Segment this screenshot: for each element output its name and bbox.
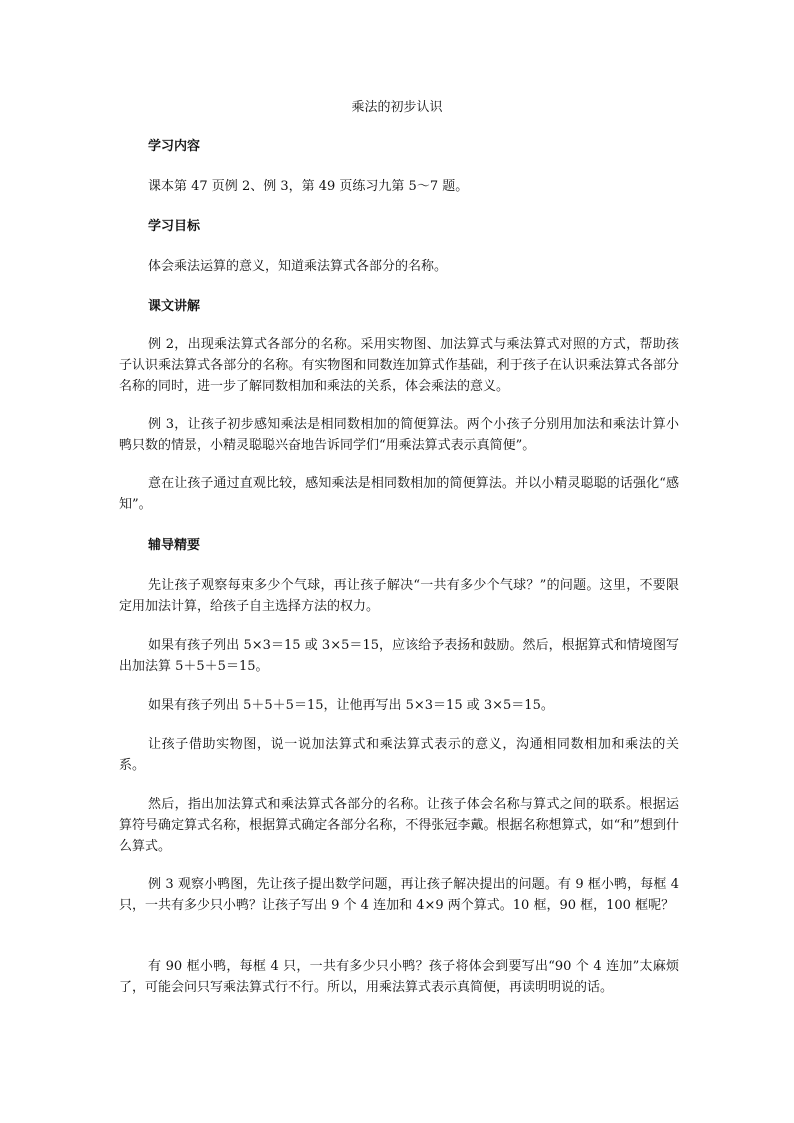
heading-study-goal: 学习目标: [148, 219, 201, 234]
paragraph-explain-example-2: 例 2，出现乘法算式各部分的名称。采用实物图、加法算式与乘法算式对照的方式，帮助孩子认识乘法算式各部分的名称。有实物图和同数连加算式作基础，利于孩子在认识乘法算式各部分名称的同时，进一步了解同数相加和乘法的关系，体会乘法的意义。: [119, 337, 679, 394]
heading-tutoring-essentials: 辅导精要: [148, 538, 201, 553]
paragraph-tutor-meaning: 让孩子借助实物图，说一说加法算式和乘法算式表示的意义，沟通相同数相加和乘法的关系。: [119, 737, 679, 773]
paragraph-explain-example-3: 例 3，让孩子初步感知乘法是相同数相加的简便算法。两个小孩子分别用加法和乘法计算小鸭只数的情景，小精灵聪聪兴奋地告诉同学们“用乘法算式表示真简便”。: [119, 417, 679, 453]
paragraph-study-content: 课本第 47 页例 2、例 3，第 49 页练习九第 5～7 题。: [148, 179, 469, 194]
paragraph-tutor-multiplication-first: 如果有孩子列出 5×3＝15 或 3×5＝15，应该给予表扬和鼓励。然后，根据算式和情境图写出加法算 5＋5＋5＝15。: [119, 638, 679, 674]
heading-lesson-explanation: 课文讲解: [148, 299, 201, 314]
paragraph-explain-intent: 意在让孩子通过直观比较，感知乘法是相同数相加的简便算法。并以小精灵聪聪的话强化“感知”。: [119, 476, 679, 512]
paragraph-tutor-ninety-frames: 有 90 框小鸭，每框 4 只，一共有多少只小鸭？孩子将体会到要写出“90 个 4 连加”太麻烦了，可能会问只写乘法算式行不行。所以，用乘法算式表示真简便，再读明明说的话。: [119, 959, 679, 995]
paragraph-tutor-ducks: 例 3 观察小鸭图，先让孩子提出数学问题，再让孩子解决提出的问题。有 9 框小鸭，每框 4 只，一共有多少只小鸭？让孩子写出 9 个 4 连加和 4×9 两个算式。10 框，90 框，100 框呢？: [119, 877, 679, 913]
document-title: 乘法的初步认识: [351, 100, 443, 115]
paragraph-tutor-balloons: 先让孩子观察每束多少个气球，再让孩子解决“一共有多少个气球？”的问题。这里，不要限定用加法计算，给孩子自主选择方法的权力。: [119, 578, 679, 614]
paragraph-tutor-addition-first: 如果有孩子列出 5＋5＋5＝15，让他再写出 5×3＝15 或 3×5＝15。: [148, 698, 554, 713]
heading-study-content: 学习内容: [148, 139, 201, 154]
paragraph-study-goal: 体会乘法运算的意义，知道乘法算式各部分的名称。: [148, 259, 448, 274]
paragraph-tutor-part-names: 然后，指出加法算式和乘法算式各部分的名称。让孩子体会名称与算式之间的联系。根据运算符号确定算式名称，根据算式确定各部分名称，不得张冠李戴。根据名称想算式，如“和”想到什么算式。: [119, 797, 679, 854]
